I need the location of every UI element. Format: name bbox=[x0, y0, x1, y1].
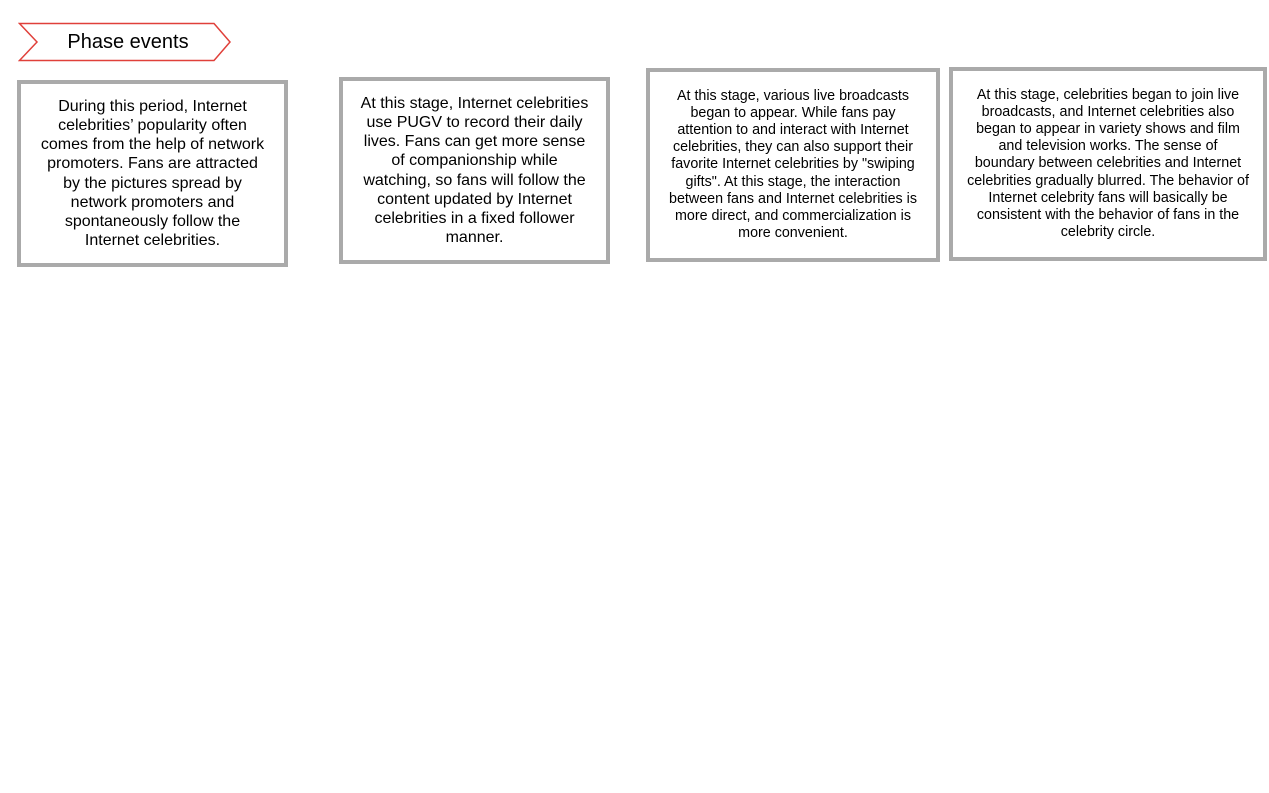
event-box-4 bbox=[949, 67, 1267, 261]
event-box-3 bbox=[646, 68, 940, 262]
phase-events-label bbox=[18, 22, 232, 62]
event-text-1: During this period, Internet celebrities’ popularity often comes from the help of network promoters. Fans are attracted by the pictures spread by network promoters and spontaneously follow the Internet celebrities. bbox=[40, 97, 265, 250]
event-box-2 bbox=[339, 77, 610, 264]
event-box-1 bbox=[17, 80, 288, 267]
phase-label-text: Phase events bbox=[67, 31, 189, 53]
event-text-3: At this stage, various live broadcasts began to appear. While fans pay attention to and interact with Internet celebrities, they can also support their favorite Internet celebrities by "swiping gifts". At this stage, the interaction between fans and Internet celebrities is more direct, and commercialization is more convenient. bbox=[669, 87, 917, 242]
event-text-4: At this stage, celebrities began to join live broadcasts, and Internet celebrities also began to appear in variety shows and film and television works. The sense of boundary between celebrities and Internet celebrities gradually blurred. The behavior of Internet celebrity fans will basically be consistent with the behavior of fans in the celebrity circle. bbox=[967, 86, 1249, 241]
event-text-2: At this stage, Internet celebrities use PUGV to record their daily lives. Fans can get more sense of companionship while watching, so fans will follow the content updated by Internet celebrities in a fixed follower manner. bbox=[360, 94, 589, 247]
